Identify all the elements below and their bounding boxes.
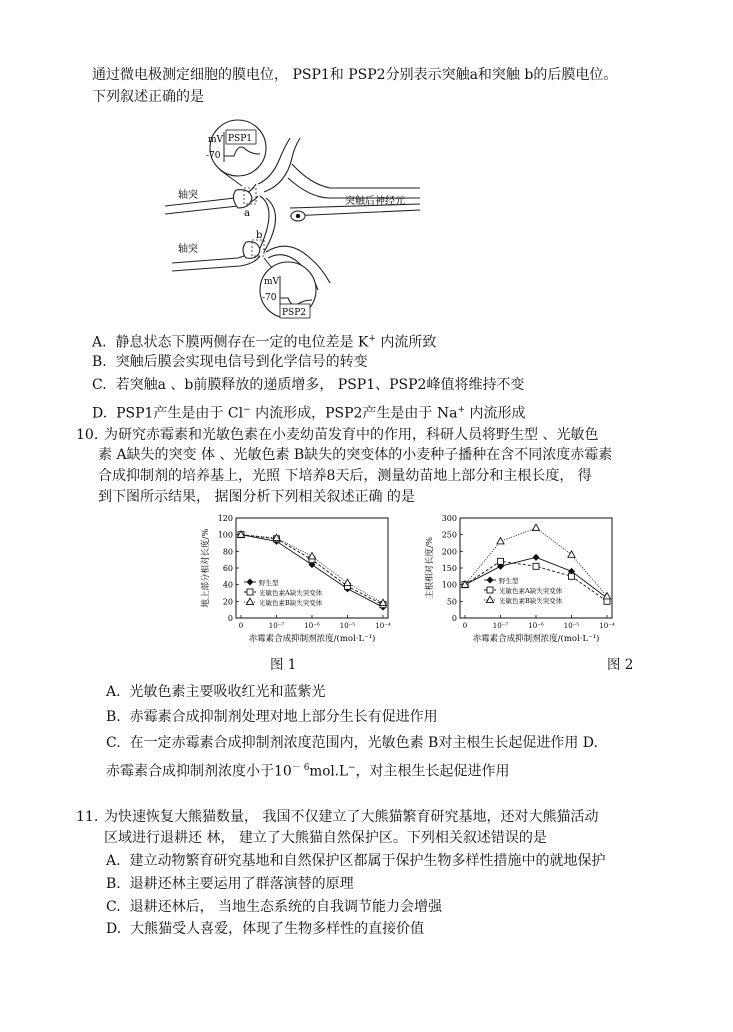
q11-option-c-letter: C. (106, 899, 121, 915)
chart1-ytick-label: 80 (222, 547, 233, 557)
q9-option-d-mid: 内流形成，PSP2产生是由于 Na (250, 405, 458, 422)
chart2-legend-label-2: 光敏色素B缺失突变体 (499, 597, 563, 605)
chart2-ytick-label: 250 (441, 530, 457, 540)
q11-option-d-text: 大熊猫受人喜爱，体现了生物多样性的直接价值 (130, 921, 425, 937)
q10-option-b-text: 赤霉素合成抑制剂处理对地上部分生长有促进作用 (129, 709, 438, 725)
q9-option-a-post: 内流所致 (375, 334, 437, 351)
psp1-rest: -70 (206, 151, 221, 161)
q11-option-c (106, 898, 442, 916)
nucleolus (296, 214, 300, 218)
q10-stem-line3: 合成抑制剂的培养基上，光照 下培养8天后，测量幼苗地上部分和主根长度， 得 (98, 468, 592, 484)
q11-option-d (106, 920, 424, 938)
q9-option-d-sup2: + (457, 405, 466, 415)
chart2-ytick-label: 50 (446, 597, 457, 607)
chart2-point-1-2 (533, 563, 539, 569)
chart1-xtick-label: 10⁻⁷ (268, 622, 285, 630)
chart2-point-2-1 (497, 538, 504, 544)
q10-option-a-letter: A. (106, 684, 121, 700)
chart2-xtick-label: 10⁻⁷ (492, 622, 509, 630)
q10-option-b (106, 708, 438, 726)
chart-fig2 (420, 510, 620, 646)
chart1-legend-marker-2 (246, 598, 253, 604)
chart1-ylabel: 地上部分相对长度/% (201, 528, 211, 608)
q10-option-d-sup: － 6 (291, 763, 310, 773)
q10-stem-line1: 为研究赤霉素和光敏色素在小麦幼苗发育中的作用，科研人员将野生型 、光敏色 (104, 427, 599, 443)
chart1-legend-label-1: 光敏色素A缺失突变体 (259, 589, 323, 597)
q11-option-b-letter: B. (106, 876, 121, 892)
q11-option-c-text: 退耕还林后， 当地生态系统的自我调节能力会增强 (129, 899, 443, 915)
q11-number: 11. (76, 809, 99, 825)
fig2-caption: 图 2 (607, 657, 634, 673)
chart1-legend-label-0: 野生型 (259, 579, 279, 587)
chart2-ylabel: 主根相对长度/% (425, 537, 435, 599)
chart1-xtick-label: 10⁻⁶ (304, 622, 320, 630)
q10-option-d-sup2: − (347, 763, 356, 773)
synapse-diagram (160, 118, 430, 323)
q9-option-b (92, 353, 368, 371)
chart2-ytick-label: 200 (441, 547, 457, 557)
q9-option-d (92, 401, 525, 423)
chart2-xlabel: 赤霉素合成抑制剂浓度/(mol·L⁻¹) (472, 634, 600, 644)
chart2-point-0-2 (533, 554, 540, 561)
chart2-point-1-1 (498, 558, 504, 564)
psp2-rest: -70 (262, 293, 277, 303)
chart1-legend-marker-0 (247, 579, 254, 586)
psp2-mv: mV (264, 277, 280, 287)
q10-option-d-pre: 赤霉素合成抑制剂浓度小于10 (106, 763, 292, 780)
chart1-legend-label-2: 光敏色素B缺失突变体 (259, 599, 323, 607)
synapse-b-knob (243, 242, 260, 259)
q9-option-d-letter: D. (92, 405, 108, 422)
q10-option-b-letter: B. (106, 709, 121, 725)
q9-option-d-text: PSP1产生是由于 Cl (116, 405, 244, 422)
chart1-xlabel: 赤霉素合成抑制剂浓度/(mol·L⁻¹) (248, 634, 376, 644)
q10-option-c-text: 在一定赤霉素合成抑制剂浓度范围内，光敏色素 B对主根生长起促进作用 D. (129, 735, 598, 751)
chart2-xtick-label: 10⁻⁶ (528, 622, 544, 630)
chart1-ytick-label: 60 (222, 564, 233, 573)
chart2-xtick-label: 10⁻⁵ (563, 622, 580, 630)
q11-option-a-text: 建立动物繁育研究基地和自然保护区都属于保护生物多样性措施中的就地保护 (129, 853, 606, 869)
chart1-point-2-2 (308, 553, 315, 559)
chart1-ytick-label: 120 (217, 514, 233, 523)
chart2-ytick-label: 150 (441, 564, 457, 573)
q9-option-c-text: 若突触a 、b前膜释放的递质增多， PSP1、PSP2峰值将维持不变 (115, 377, 525, 393)
chart1-ytick-label: 100 (217, 530, 233, 540)
chart1-point-2-3 (344, 579, 351, 585)
q9-option-a (92, 330, 436, 352)
chart-fig1 (196, 510, 396, 646)
q9-option-b-text: 突触后膜会实现电信号到化学信号的转变 (115, 354, 368, 370)
chart1-ytick-label: 40 (222, 580, 233, 590)
synapse-b-label: b (256, 230, 263, 241)
lower-axon-label: 轴突 (178, 244, 198, 255)
q9-option-c-letter: C. (92, 377, 107, 393)
chart1-xtick-label: 10⁻⁵ (339, 622, 356, 630)
q9-option-d-sup: − (243, 405, 251, 415)
q11-stem-line1: 为快速恢复大熊猫数量， 我国不仅建立了大熊猫繁育研究基地，还对大熊猫活动 (104, 809, 599, 825)
synapse-a-knob (233, 190, 252, 208)
q10-option-a (106, 683, 325, 701)
chart2-point-1-3 (569, 573, 575, 579)
q10-option-d-cont (106, 759, 509, 781)
q11-stem-line2: 区域进行退耕还 林， 建立了大熊猫自然保护区。下列相关叙述错误的是 (104, 830, 547, 846)
q10-option-d-unit: mol.L (309, 763, 348, 780)
q9-intro-line2: 下列叙述正确的是 (92, 89, 204, 105)
q11-option-a-letter: A. (106, 853, 121, 869)
q9-option-c (92, 376, 524, 394)
chart1-xtick-label: 10⁻⁴ (375, 622, 391, 630)
postsynaptic-label: 突触后神经元 (345, 196, 405, 207)
q10-option-c (106, 734, 598, 752)
q11-option-a (106, 852, 605, 870)
chart2-point-2-2 (532, 524, 539, 530)
q9-option-a-sup: + (368, 334, 376, 344)
fig1-caption: 图 1 (270, 657, 297, 673)
chart2-ytick-label: 300 (441, 514, 457, 523)
q10-stem-line4: 到下图所示结果， 据图分析下列相关叙述正确 的是 (98, 489, 415, 505)
q9-option-d-post: 内流形成 (465, 405, 526, 422)
chart1-xtick-label: 0 (238, 622, 244, 630)
synapse-a-label: a (244, 208, 250, 219)
chart2-xtick-label: 10⁻⁴ (599, 622, 615, 630)
q11-option-b-text: 退耕还林主要运用了群落演替的原理 (129, 876, 354, 892)
q11-option-d-letter: D. (106, 921, 122, 937)
q10-number: 10. (76, 427, 99, 443)
chart2-point-2-3 (568, 551, 575, 557)
chart1-ytick-label: 0 (227, 614, 233, 623)
q10-option-a-text: 光敏色素主要吸收红光和蓝紫光 (129, 684, 326, 700)
chart2-legend-label-0: 野生型 (499, 577, 519, 585)
chart2-legend-marker-2 (486, 596, 493, 602)
psp1-mv: mV (208, 135, 224, 145)
chart1-ytick-label: 20 (222, 597, 233, 607)
q9-option-b-letter: B. (92, 354, 107, 370)
q9-intro-line1: 通过微电极测定细胞的膜电位， PSP1和 PSP2分别表示突触a和突触 b的后膜电位。 (92, 67, 618, 83)
chart2-legend-marker-0 (487, 577, 494, 584)
q11-option-b (106, 875, 354, 893)
psp1-label: PSP1 (228, 134, 253, 144)
q10-option-c-letter: C. (106, 735, 121, 751)
psp2-label: PSP2 (282, 308, 307, 318)
q10-option-d-post: ，对主根生长起促进作用 (355, 763, 510, 780)
chart2-ytick-label: 100 (441, 580, 457, 590)
chart2-legend-label-1: 光敏色素A缺失突变体 (499, 587, 563, 595)
q10-stem-line2: 素 A缺失的突变 体 、光敏色素 B缺失的突变体的小麦种子播种在含不同浓度赤霉素 (98, 447, 613, 463)
upper-axon-label: 轴突 (178, 190, 198, 201)
q9-option-a-letter: A. (92, 334, 107, 351)
chart2-ytick-label: 0 (451, 614, 457, 623)
chart1-legend-marker-1 (247, 589, 253, 595)
chart2-legend-marker-1 (487, 587, 493, 593)
chart2-xtick-label: 0 (462, 622, 468, 630)
q9-option-a-text: 静息状态下膜两侧存在一定的电位差是 K (115, 334, 369, 351)
